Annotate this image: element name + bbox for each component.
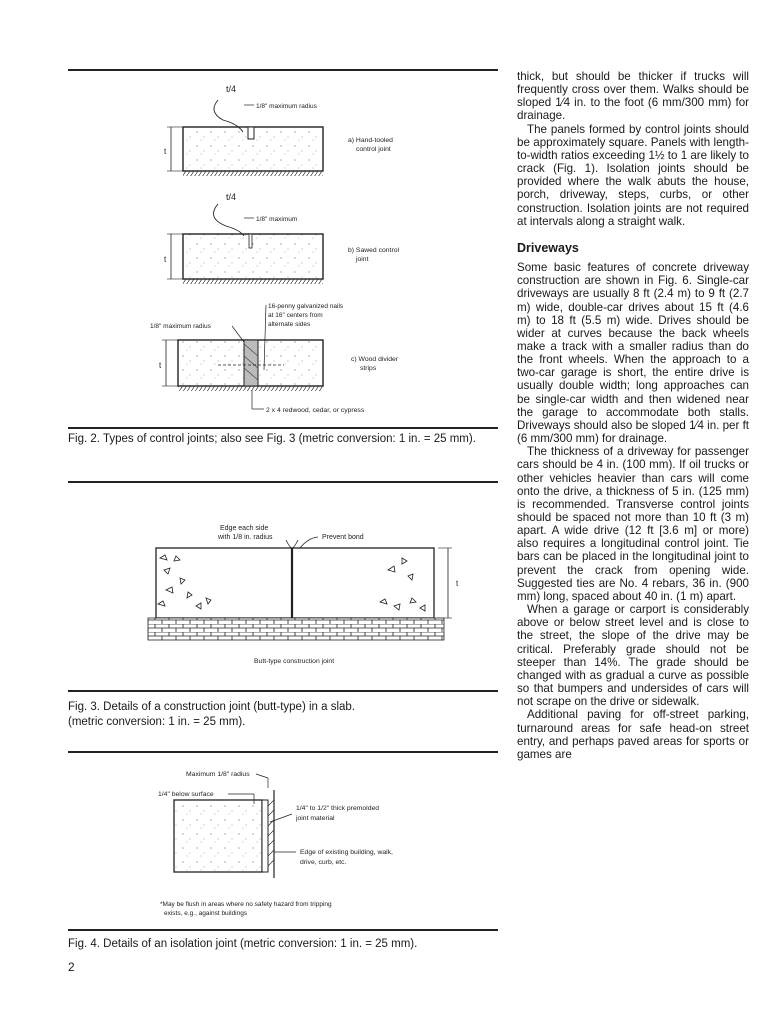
rule-top-fig4 (68, 751, 498, 753)
fig2-sawed: b) Sawed control (348, 247, 400, 254)
fig4-premolded-1: 1/4" to 1/2" thick premolded (296, 805, 380, 812)
fig2-caption-text: Types of control joints; also see Fig. 3 (metric conversion: 1 in. = 25 mm). (102, 433, 476, 445)
fig4-below-surface: 1/4" below surface (158, 791, 214, 798)
fig4-note-2: exists, e.g., against buildings (164, 910, 248, 917)
fig2-redwood: 2 x 4 redwood, cedar, or cypress (266, 407, 365, 414)
fig4-max-radius: Maximum 1/8" radius (186, 771, 250, 778)
figure-2-drawing (68, 72, 498, 429)
fig3-caption-line2: (metric conversion: 1 in. = 25 mm). (68, 716, 246, 728)
fig4-premolded-2: joint material (296, 815, 335, 822)
paragraph-walks-thickness: thick, but should be thicker if trucks will frequently cross over them. Walks should be sloped 1⁄4 in. to the foot (6 mm/300 mm) for drainage. (517, 70, 749, 123)
paragraph-garage-slope: When a garage or carport is considerably above or below street level and is close to the street, the slope of the drive may be critical. Preferably grade should not be steeper than 14%. The grade should be changed with as gradual a curve as possible so that bumpers and undersides of cars will not scrape on the drive or sidewalk. (517, 603, 749, 709)
fig2-wood-2: strips (360, 365, 377, 372)
fig3-edge-1: Edge each side (220, 525, 269, 532)
rule-bottom-fig3 (68, 690, 498, 692)
fig3-caption-line1: Fig. 3. Details of a construction joint (butt-type) in a slab. (68, 701, 355, 713)
heading-driveways: Driveways (517, 240, 579, 255)
slab-b (183, 234, 323, 279)
fig2-max-radius-a: 1/8" maximum radius (256, 103, 317, 110)
fig3-subgrade (148, 618, 444, 640)
paragraph-driveway-features: Some basic features of concrete driveway construction are shown in Fig. 6. Single-car driveways are usually 8 ft (2.4 m) to 9 ft (2.7 m) wide, double-car drives about 15 ft (4.6 m) to 18 ft (5.5 m) wide. Drives should be wider at curves because the back wheels make a track with a smaller radius than do the front wheels. When the approach to a two-car garage is short, the entire drive is usually double width; long approaches can be single-car width and then widened near the garage to accommodate both stalls. Driveways should also be sloped 1⁄4 in. per ft (6 mm/300 mm) for drainage. (517, 261, 750, 446)
fig2-t-c: t (159, 361, 162, 370)
fig3-caption (68, 700, 498, 730)
figure-3-drawing (68, 520, 498, 675)
wood-strip (244, 340, 258, 386)
fig4-edge-existing-2: drive, curb, etc. (300, 859, 347, 866)
fig2-wood-1: c) Wood divider (351, 356, 399, 363)
fig2-sawed-2: joint (356, 256, 369, 263)
fig3-prevent-bond: Prevent bond (322, 534, 364, 541)
fig2-nails-2: at 16" centers from (268, 312, 323, 319)
fig2-nails-1: 16-penny galvanized nails (268, 303, 344, 310)
fig2-t4-label-b: t/4 (226, 192, 237, 202)
figure-4-drawing (68, 760, 498, 930)
fig2-hand-tooled: a) Hand-tooled (348, 137, 393, 144)
fig2-t-a: t (164, 147, 167, 156)
fig3-slab (156, 548, 434, 618)
fig3-butt-type: Butt-type construction joint (254, 658, 335, 665)
paragraph-additional-paving: Additional paving for off-street parking, turnaround areas for safe head-on street entry, and perhaps paved areas for sports or games are (517, 708, 749, 761)
fig4-caption (68, 937, 498, 952)
fig3-edge-2: with 1/8 in. radius (218, 534, 273, 541)
fig2-nails-3: alternate sides (268, 321, 311, 328)
fig4-joint-material (262, 800, 268, 872)
fig2-max-b: 1/8" maximum (256, 216, 298, 223)
fig4-caption-num: Fig. 4. (68, 938, 100, 950)
paragraph-control-panels: The panels formed by control joints should be approximately square. Panels with length-to-width ratios exceeding 1½ to 1 are likely to crack (Fig. 1). Isolation joints should be provided where the walk abuts the house, porch, driveway, steps, curbs, or other construction. Isolation joints are not required at intervals along a straight walk. (517, 122, 749, 228)
fig2-t-b: t (164, 255, 167, 264)
text-column (517, 70, 749, 761)
fig4-note-1: *May be flush in areas where no safety hazard from tripping (160, 901, 332, 908)
fig4-slab (174, 800, 262, 872)
page-number: 2 (68, 960, 75, 974)
rule-top-fig2 (68, 69, 498, 71)
fig3-t: t (456, 579, 459, 588)
fig2-max-radius-c: 1/8" maximum radius (150, 323, 211, 330)
fig2-hand-tooled-2: control joint (356, 146, 391, 153)
fig2-caption (68, 432, 498, 447)
fig2-t4-label-a: t/4 (226, 84, 237, 94)
fig4-caption-text: Details of an isolation joint (metric conversion: 1 in. = 25 mm). (103, 938, 418, 950)
paragraph-driveway-thickness: The thickness of a driveway for passenger cars should be 4 in. (100 mm). If oil trucks or other vehicles heavier than cars will come onto the drive, a thickness of 5 in. (125 mm) is recommended. Transverse control joints should be spaced not more than 10 ft (3 m) apart. A wide drive (12 ft [3.6 m] or more) also requires a longitudinal control joint. Tie bars can be placed in the longitudinal joint to prevent the crack from opening wide. Suggested ties are No. 4 rebars, 36 in. (900 mm) long, spaced about 40 in. (1 m) apart. (517, 445, 749, 603)
fig2-caption-num: Fig. 2. (68, 433, 100, 445)
rule-top-fig3 (68, 481, 498, 483)
fig4-edge-existing-1: Edge of existing building, walk, (300, 849, 393, 856)
